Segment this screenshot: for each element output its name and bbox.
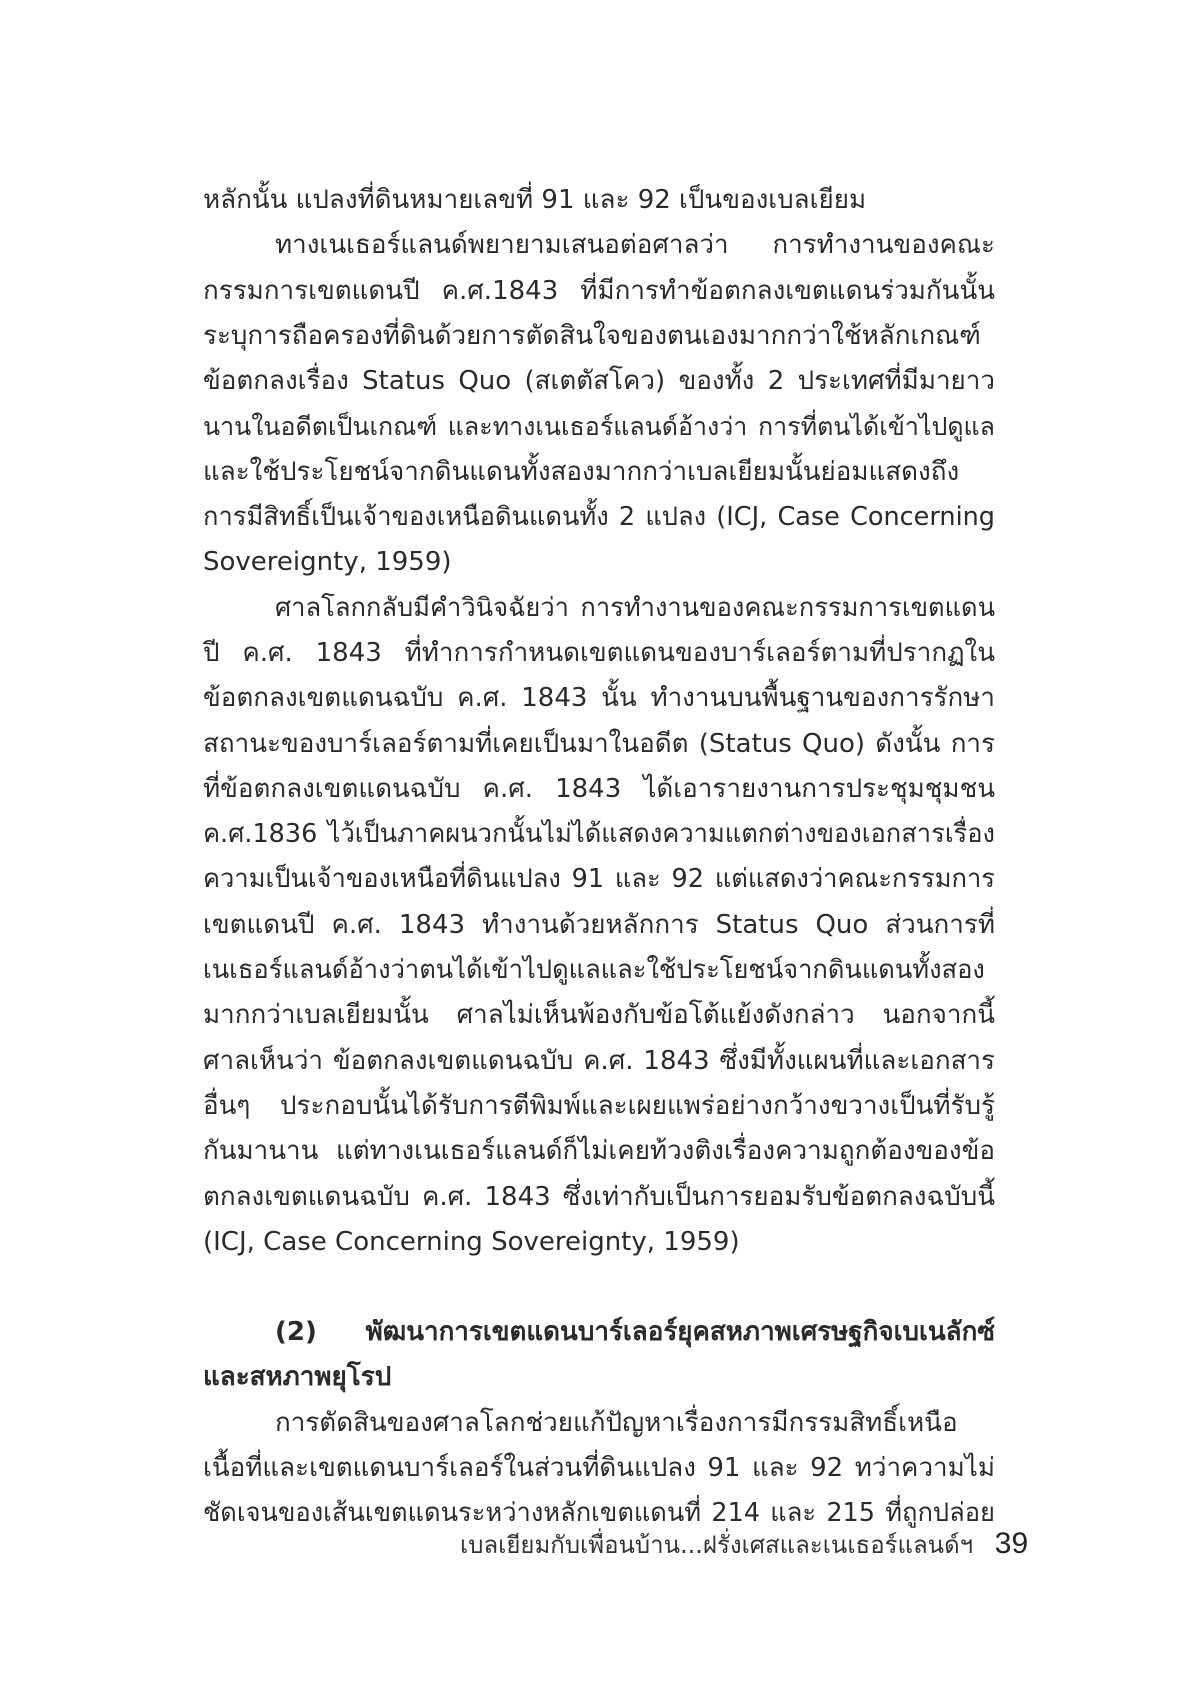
text-line: หลักนั้น แปลงที่ดินหมายเลขที่ 91 และ 92 เป็นของเบลเยียม bbox=[203, 185, 867, 215]
text-line: (ICJ, Case Concerning Sovereignty, 1959) bbox=[203, 1226, 740, 1257]
paragraph-continuation bbox=[203, 178, 995, 223]
text-line: ระบุการถือครองที่ดินด้วยการตัดสินใจของตนเองมากกว่าใช้หลักเกณฑ์ bbox=[203, 320, 981, 351]
section-gap bbox=[203, 1265, 995, 1310]
text-line: กันมานาน แต่ทางเนเธอร์แลนด์ก็ไม่เคยท้วงติงเรื่องความถูกต้องของข้อ bbox=[203, 1136, 995, 1167]
text-line: การตัดสินของศาลโลกช่วยแก้ปัญหาเรื่องการมีกรรมสิทธิ์เหนือ bbox=[275, 1407, 958, 1438]
text-line: ที่ข้อตกลงเขตแดนฉบับ ค.ศ. 1843 ได้เอารายงานการประชุมชุมชน bbox=[203, 773, 995, 804]
text-line: ชัดเจนของเส้นเขตแดนระหว่างหลักเขตแดนที่ 214 และ 215 ที่ถูกปล่อย bbox=[203, 1498, 995, 1529]
text-line: และใช้ประโยชน์จากดินแดนทั้งสองมากกว่าเบลเยียมนั้นย่อมแสดงถึง bbox=[203, 456, 960, 487]
running-footer-title: เบลเยียมกับเพื่อนบ้าน...ฝรั่งเศสและเนเธอร์แลนด์ฯ bbox=[460, 1531, 974, 1559]
text-line: การมีสิทธิ์เป็นเจ้าของเหนือดินแดนทั้ง 2 แปลง (ICJ, Case Concerning bbox=[203, 502, 995, 533]
text-line: ข้อตกลงเขตแดนฉบับ ค.ศ. 1843 นั้น ทำงานบนพื้นฐานของการรักษา bbox=[203, 683, 995, 714]
text-line: กรรมการเขตแดนปี ค.ศ.1843 ที่มีการทำข้อตกลงเขตแดนร่วมกันนั้น bbox=[203, 275, 995, 306]
text-line: นานในอดีตเป็นเกณฑ์ และทางเนเธอร์แลนด์อ้างว่า การที่ตนได้เข้าไปดูแล bbox=[203, 412, 995, 442]
text-line: เขตแดนปี ค.ศ. 1843 ทำงานด้วยหลักการ Status Quo ส่วนการที่ bbox=[203, 909, 995, 940]
text-line: ศาลเห็นว่า ข้อตกลงเขตแดนฉบับ ค.ศ. 1843 ซึ่งมีทั้งแผนที่และเอกสาร bbox=[203, 1045, 995, 1076]
paragraph-world-court-outcome bbox=[203, 1401, 995, 1537]
text-line: ความเป็นเจ้าของเหนือที่ดินแปลง 91 และ 92 แต่แสดงว่าคณะกรรมการ bbox=[203, 864, 995, 895]
page-body bbox=[203, 178, 995, 1537]
section-heading bbox=[203, 1310, 995, 1401]
text-line: ค.ศ.1836 ไว้เป็นภาคผนวกนั้นไม่ได้แสดงความแตกต่างของเอกสารเรื่อง bbox=[203, 819, 995, 850]
text-line: เนื้อที่และเขตแดนบาร์เลอร์ในส่วนที่ดินแปลง 91 และ 92 ทว่าความไม่ bbox=[203, 1453, 995, 1484]
text-line: ศาลโลกกลับมีคำวินิจฉัยว่า การทำงานของคณะกรรมการเขตแดน bbox=[275, 592, 995, 623]
paragraph-court-ruling bbox=[203, 586, 995, 1265]
text-line: สถานะของบาร์เลอร์ตามที่เคยเป็นมาในอดีต (Status Quo) ดังนั้น การ bbox=[203, 728, 995, 759]
text-line: ตกลงเขตแดนฉบับ ค.ศ. 1843 ซึ่งเท่ากับเป็นการยอมรับข้อตกลงฉบับนี้ bbox=[203, 1181, 995, 1212]
heading-line: (2) พัฒนาการเขตแดนบาร์เลอร์ยุคสหภาพเศรษฐกิจเบเนลักซ์ bbox=[275, 1317, 995, 1348]
paragraph-netherlands-argument bbox=[203, 223, 995, 585]
text-line: เนเธอร์แลนด์อ้างว่าตนได้เข้าไปดูแลและใช้ประโยชน์จากดินแดนทั้งสอง bbox=[203, 955, 985, 986]
heading-line: และสหภาพยุโรป bbox=[203, 1362, 392, 1393]
text-line: มากกว่าเบลเยียมนั้น ศาลไม่เห็นพ้องกับข้อโต้แย้งดังกล่าว นอกจากนี้ bbox=[203, 1000, 995, 1031]
text-line: ปี ค.ศ. 1843 ที่ทำการกำหนดเขตแดนของบาร์เลอร์ตามที่ปรากฏใน bbox=[203, 637, 995, 668]
page-number: 39 bbox=[994, 1527, 1029, 1560]
text-line: ทางเนเธอร์แลนด์พยายามเสนอต่อศาลว่า การทำงานของคณะ bbox=[275, 230, 995, 261]
text-line: ข้อตกลงเรื่อง Status Quo (สเตตัสโคว) ของทั้ง 2 ประเทศที่มีมายาว bbox=[203, 366, 995, 397]
text-line: Sovereignty, 1959) bbox=[203, 547, 452, 578]
text-line: อื่นๆ ประกอบนั้นได้รับการตีพิมพ์และเผยแพร่อย่างกว้างขวางเป็นที่รับรู้ bbox=[203, 1090, 995, 1121]
page-footer bbox=[460, 1525, 1029, 1564]
